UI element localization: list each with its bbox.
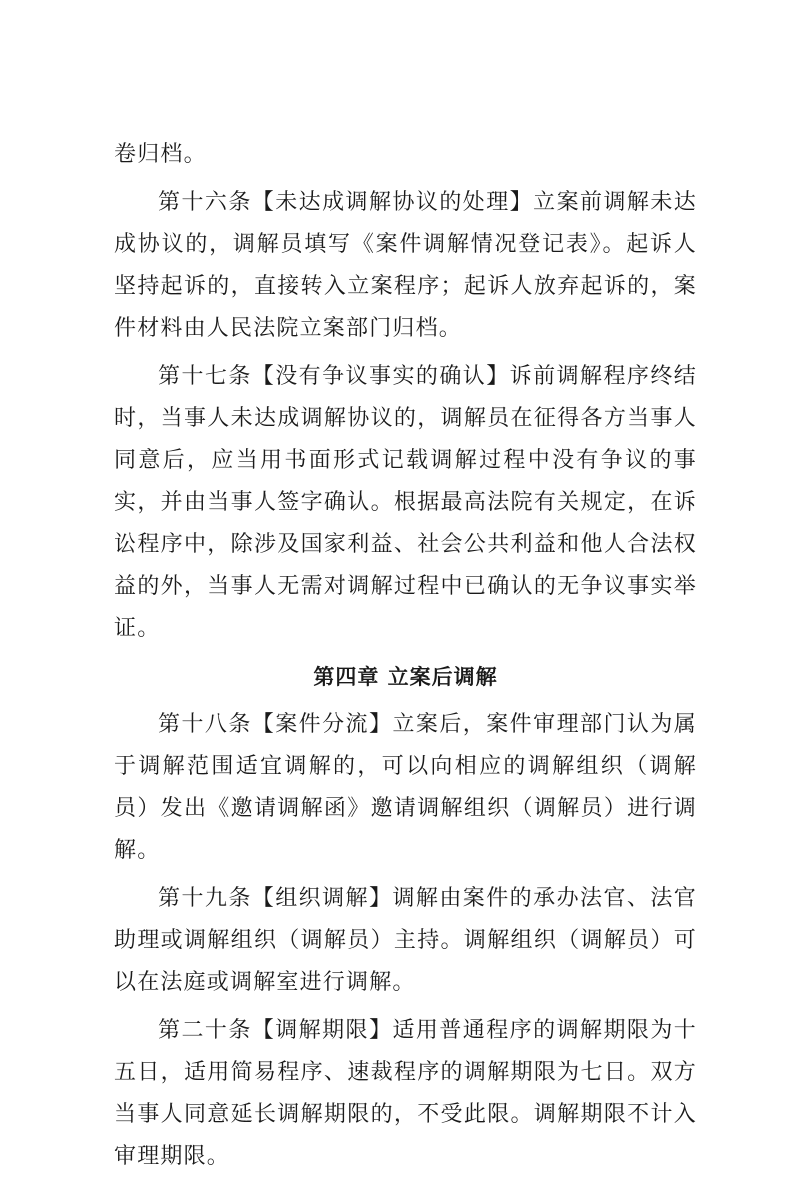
- document-body: [114, 134, 697, 1184]
- chapter-heading: 第四章 立案后调解: [313, 665, 498, 689]
- article-16: 第十六条【未达成调解协议的处理】立案前调解未达成协议的，调解员填写《案件调解情况登记表》。起诉人坚持起诉的，直接转入立案程序；起诉人放弃起诉的，案件材料由人民法院立案部门归档。: [114, 190, 697, 341]
- article-19: 第十九条【组织调解】调解由案件的承办法官、法官助理或调解组织（调解员）主持。调解组织（调解员）可以在法庭或调解室进行调解。: [114, 886, 697, 995]
- article-20: 第二十条【调解期限】适用普通程序的调解期限为十五日，适用简易程序、速裁程序的调解期限为七日。双方当事人同意延长调解期限的，不受此限。调解期限不计入审理期限。: [114, 1018, 697, 1169]
- article-17: 第十七条【没有争议事实的确认】诉前调解程序终结时，当事人未达成调解协议的，调解员在征得各方当事人同意后，应当用书面形式记载调解过程中没有争议的事实，并由当事人签字确认。根据最高法院有关规定，在诉讼程序中，除涉及国家利益、社会公共利益和他人合法权益的外，当事人无需对调解过程中已确认的无争议事实举证。: [114, 364, 697, 641]
- article-18: 第十八条【案件分流】立案后，案件审理部门认为属于调解范围适宜调解的，可以向相应的调解组织（调解员）发出《邀请调解函》邀请调解组织（调解员）进行调解。: [114, 712, 697, 863]
- paragraph-continuation: 卷归档。: [114, 142, 207, 167]
